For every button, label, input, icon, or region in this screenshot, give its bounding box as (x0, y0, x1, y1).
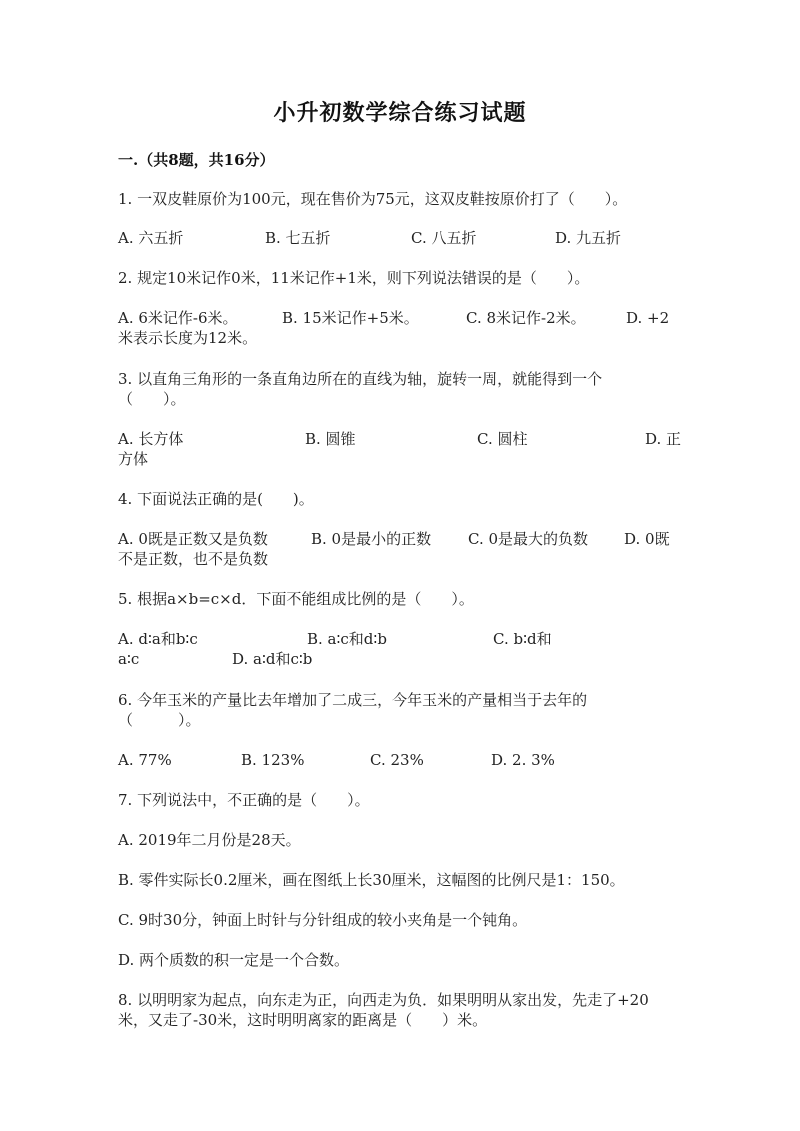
question-3-option-b: B. 圆锥 (305, 430, 356, 448)
question-4-option-c: C. 0是最大的负数 (468, 530, 589, 548)
section-heading: 一.（共8题，共16分） (118, 151, 275, 169)
question-2-option-c: C. 8米记作-2米。 (466, 309, 586, 327)
question-5-option-d: D. a∶d和c∶b (232, 650, 313, 668)
question-5-option-c-cont: a∶c (118, 650, 140, 668)
question-7-option-a: A. 2019年二月份是28天。 (118, 831, 301, 849)
question-7-option-c: C. 9时30分，钟面上时针与分针组成的较小夹角是一个钝角。 (118, 911, 528, 929)
question-2-option-b: B. 15米记作+5米。 (282, 309, 419, 327)
question-6-option-b: B. 123% (241, 751, 305, 769)
question-7-option-d: D. 两个质数的积一定是一个合数。 (118, 951, 350, 969)
question-5-option-c: C. b∶d和 (493, 630, 552, 648)
question-6-option-a: A. 77% (118, 751, 172, 769)
question-7-stem: 7. 下列说法中，不正确的是（ ）。 (118, 791, 370, 809)
question-3-option-c: C. 圆柱 (477, 430, 528, 448)
question-6-option-c: C. 23% (370, 751, 424, 769)
question-1-stem: 1. 一双皮鞋原价为100元，现在售价为75元，这双皮鞋按原价打了（ ）。 (118, 190, 628, 208)
question-3-option-a: A. 长方体 (118, 430, 184, 448)
question-1-option-b: B. 七五折 (265, 229, 331, 247)
question-2-option-d: D. +2 (626, 309, 670, 327)
question-5-stem: 5. 根据a×b=c×d．下面不能组成比例的是（ ）。 (118, 590, 474, 608)
question-2-stem: 2. 规定10米记作0米，11米记作+1米，则下列说法错误的是（ ）。 (118, 269, 590, 287)
question-4-option-d: D. 0既 (624, 530, 670, 548)
question-4-option-d-cont: 不是正数，也不是负数 (118, 550, 269, 568)
question-1-option-d: D. 九五折 (555, 229, 622, 247)
question-4-option-b: B. 0是最小的正数 (311, 530, 432, 548)
question-4-stem: 4. 下面说法正确的是( )。 (118, 490, 314, 508)
question-6-stem: 6. 今年玉米的产量比去年增加了二成三，今年玉米的产量相当于去年的 (118, 691, 588, 709)
question-5-option-b: B. a∶c和d∶b (307, 630, 387, 648)
question-5-option-a: A. d∶a和b∶c (118, 630, 198, 648)
question-6-option-d: D. 2. 3% (491, 751, 555, 769)
question-2-option-a: A. 6米记作-6米。 (118, 309, 238, 327)
question-8-stem: 8. 以明明家为起点，向东走为正，向西走为负．如果明明从家出发，先走了+20 (118, 991, 649, 1009)
question-3-stem-cont: （ ）。 (118, 390, 186, 408)
question-3-option-d: D. 正 (645, 430, 682, 448)
question-1-option-a: A. 六五折 (118, 229, 184, 247)
question-7-option-b: B. 零件实际长0.2厘米，画在图纸上长30厘米，这幅图的比例尺是1：150。 (118, 871, 625, 889)
question-3-stem: 3. 以直角三角形的一条直角边所在的直线为轴，旋转一周，就能得到一个 (118, 370, 603, 388)
question-8-stem-cont: 米，又走了-30米，这时明明离家的距离是（ ）米。 (118, 1011, 488, 1029)
page-title: 小升初数学综合练习试题 (273, 100, 527, 126)
question-1-option-c: C. 八五折 (411, 229, 477, 247)
question-6-stem-cont: （ ）。 (118, 711, 201, 729)
question-4-option-a: A. 0既是正数又是负数 (118, 530, 268, 548)
question-3-option-d-cont: 方体 (118, 450, 149, 468)
question-2-option-d-cont: 米表示长度为12米。 (118, 329, 258, 347)
